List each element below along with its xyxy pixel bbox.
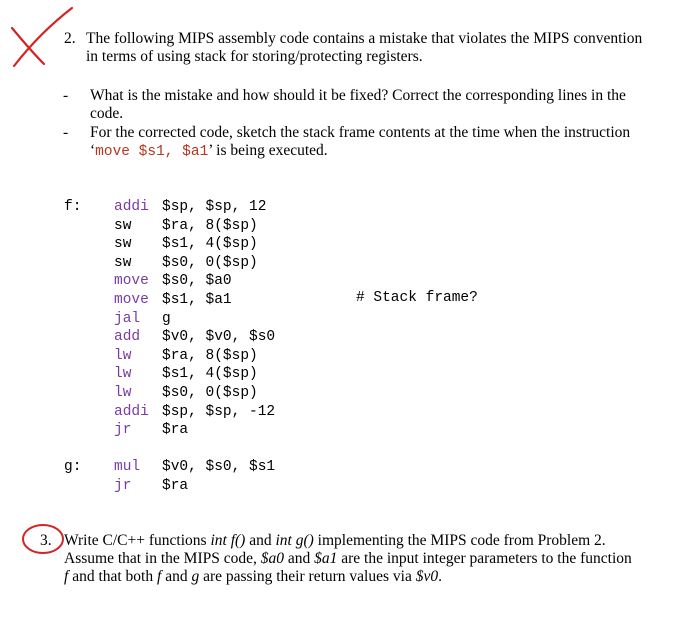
code-mnemonic: jr xyxy=(114,422,132,439)
problem3-line2 xyxy=(64,550,632,568)
code-mnemonic: jr xyxy=(114,477,132,494)
code-operands: $sp, $sp, 12 xyxy=(162,199,267,215)
code-operands: $v0, $s0, $s1 xyxy=(162,459,276,475)
p3-text: and xyxy=(284,550,315,567)
problem2-number: 2. xyxy=(64,30,76,47)
code-operands: $ra xyxy=(162,422,189,439)
p3-text: and that both xyxy=(68,568,157,585)
code-operands: $v0, $v0, $s0 xyxy=(162,329,276,346)
code-mnemonic: move xyxy=(114,273,149,290)
code-operands: $ra, 8($sp) xyxy=(162,217,258,234)
code-mnemonic: sw xyxy=(114,217,132,234)
code-operands: $ra xyxy=(162,477,189,494)
code-mnemonic: jal xyxy=(114,310,141,327)
problem3-line3 xyxy=(64,568,442,586)
p3-text: Write C/C++ functions xyxy=(64,532,211,549)
problem3-number: 3. xyxy=(40,532,52,549)
code-operands: $sp, $sp, -12 xyxy=(162,403,276,420)
code-mnemonic: addi xyxy=(114,403,149,420)
code-mnemonic: add xyxy=(114,329,141,346)
code-operands: $s0, 0($sp) xyxy=(162,385,258,401)
code-label-f: f: xyxy=(64,199,82,215)
p3-text: and xyxy=(245,532,276,549)
code-mnemonic: sw xyxy=(114,254,132,271)
bullet2-line1: For the corrected code, sketch the stack frame contents at the time when the instruction xyxy=(90,124,631,141)
p3-reg-v0: $v0 xyxy=(415,568,439,585)
p3-reg-a0: $a0 xyxy=(260,550,284,567)
code-operands: $ra, 8($sp) xyxy=(162,347,258,364)
code-mnemonic: move xyxy=(114,292,149,308)
code-mnemonic: lw xyxy=(114,347,132,364)
bullet1-line1: What is the mistake and how should it be fixed? Correct the corresponding lines in the xyxy=(90,87,626,104)
red-x-mark xyxy=(12,8,72,66)
p3-f: f xyxy=(64,568,69,585)
code-label-g: g: xyxy=(64,459,82,475)
p3-text: and xyxy=(161,568,192,585)
bullet2-line2-tail: ’ is being executed. xyxy=(208,142,328,159)
code-comment: # Stack frame? xyxy=(356,290,478,306)
p3-text: implementing the MIPS code from Problem 2. xyxy=(313,532,606,549)
bullet1-dash: - xyxy=(63,87,69,104)
open-quote: ‘ xyxy=(90,142,96,159)
code-mnemonic: mul xyxy=(114,459,141,475)
p3-reg-a1: $a1 xyxy=(314,550,338,567)
code-operands: $s1, $a1 xyxy=(162,292,232,308)
p3-g: g xyxy=(191,568,200,585)
inline-code-move: move $s1, $a1 xyxy=(95,144,209,160)
code-mnemonic: lw xyxy=(114,366,132,383)
code-operands: $s1, 4($sp) xyxy=(162,366,258,383)
code-operands: g xyxy=(162,310,171,327)
code-mnemonic: lw xyxy=(114,385,132,401)
bullet2-dash: - xyxy=(63,124,69,141)
code-operands: $s0, 0($sp) xyxy=(162,254,258,271)
p3-text: . xyxy=(438,568,442,585)
code-operands: $s0, $a0 xyxy=(162,273,232,290)
code-operands: $s1, 4($sp) xyxy=(162,236,258,253)
problem2-line1: The following MIPS assembly code contains a mistake that violates the MIPS convention xyxy=(86,30,643,47)
p3-func-g: int g() xyxy=(275,532,314,549)
problem3-line1 xyxy=(64,532,606,550)
p3-f: f xyxy=(157,568,162,585)
p3-text: are the input integer parameters to the function xyxy=(337,550,632,567)
p3-text: are passing their return values via xyxy=(199,568,416,585)
bullet1-line2: code. xyxy=(90,105,124,122)
code-mnemonic: sw xyxy=(114,236,132,253)
code-mnemonic: addi xyxy=(114,199,149,215)
p3-text: Assume that in the MIPS code, xyxy=(64,550,261,567)
problem2-line2: in terms of using stack for storing/protecting registers. xyxy=(86,48,423,65)
bullet2-line2 xyxy=(90,142,328,161)
p3-func-f: int f() xyxy=(210,532,246,549)
